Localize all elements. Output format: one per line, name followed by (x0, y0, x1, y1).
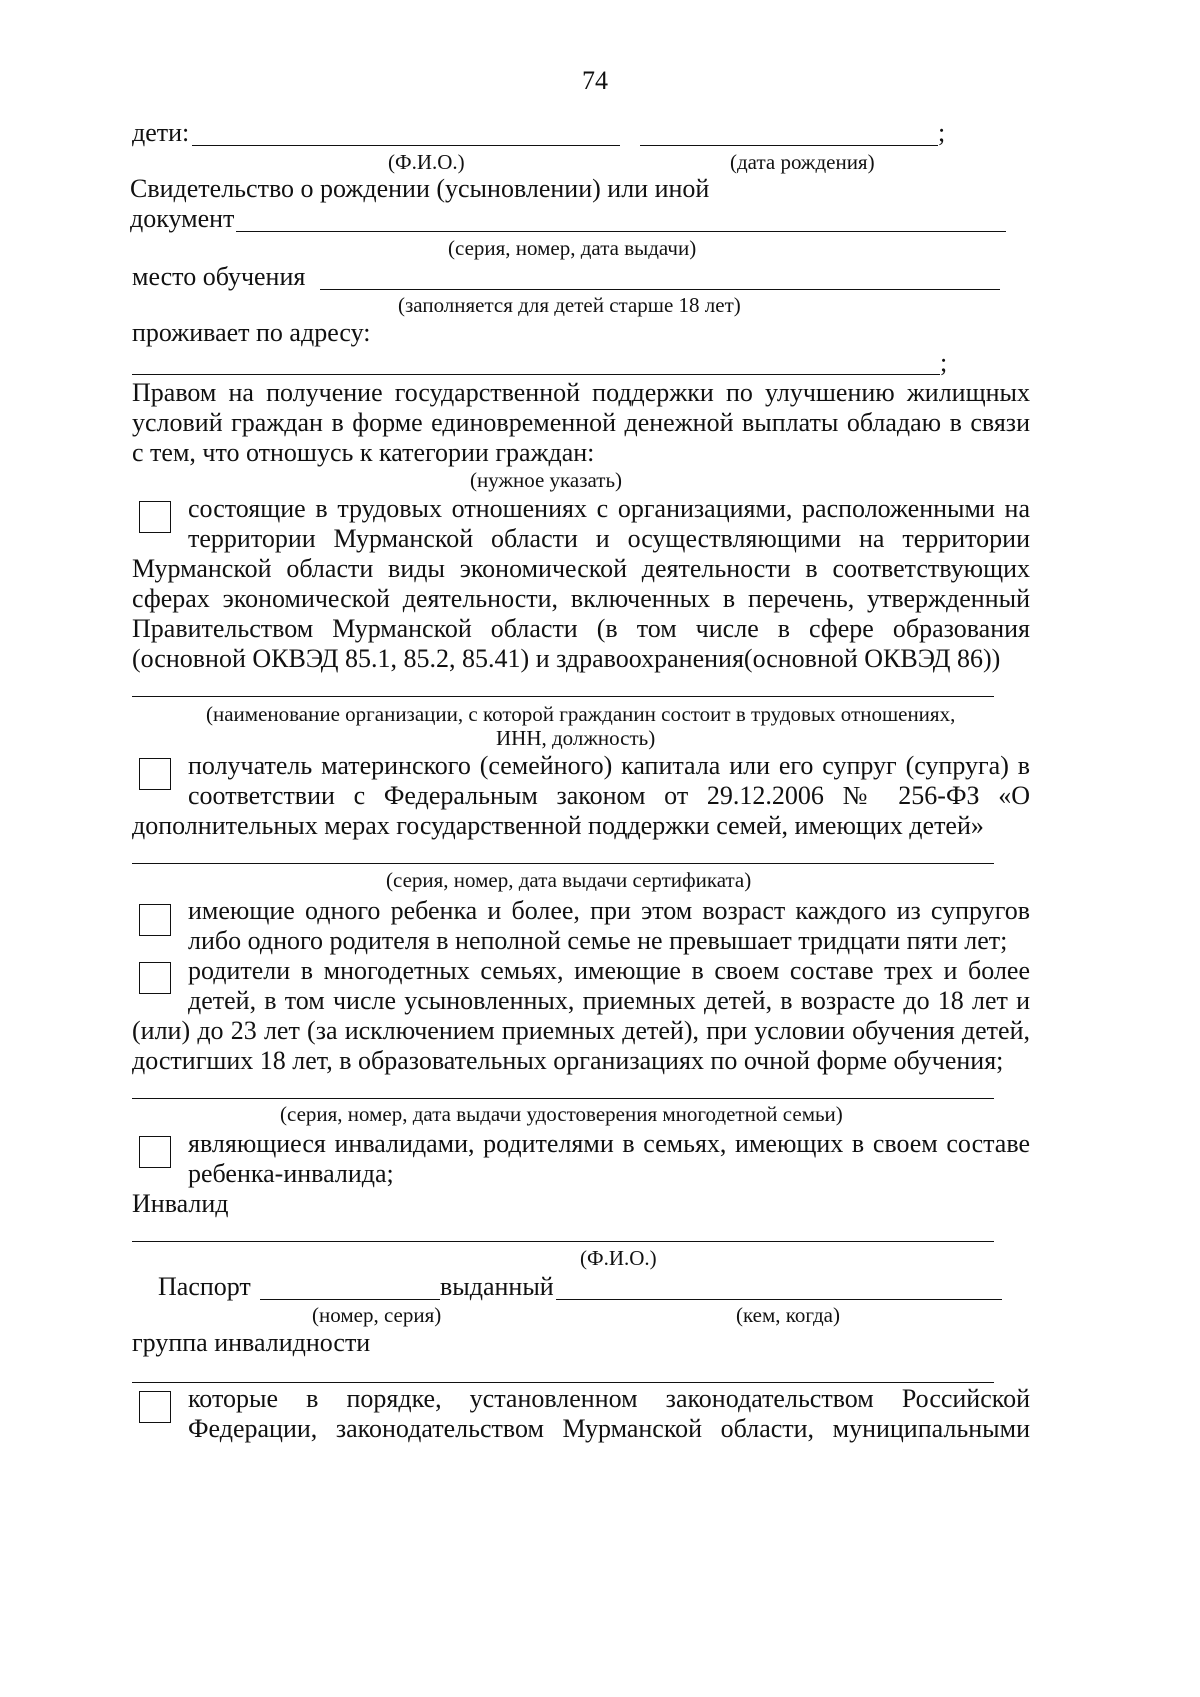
option-housing-need-checkbox[interactable] (139, 1391, 171, 1423)
invalid-label: Инвалид (132, 1189, 229, 1218)
option-maternity-capital-line-2: соответствии с Федеральным законом от 29.12.2006 № 256-ФЗ «О (188, 781, 1030, 810)
passport-number-field[interactable] (260, 1299, 440, 1300)
option-large-family-hint: (серия, номер, дата выдачи удостоверения многодетной семьи) (280, 1102, 843, 1126)
certificate-label: Свидетельство о рождении (усыновлении) или иной (130, 174, 710, 203)
option-young-family-line-1: имеющие одного ребенка и более, при этом возраст каждого из супругов (188, 896, 1030, 925)
option-maternity-capital-line-1: получатель материнского (семейного) капитала или его супруг (супруга) в (188, 751, 1030, 780)
option-housing-need-line-2: Федерации, законодательством Мурманской области, муниципальными (188, 1414, 1030, 1443)
option-employment-hint-2: ИНН, должность) (496, 726, 656, 750)
certificate-hint: (серия, номер, дата выдачи) (448, 236, 697, 260)
disability-group-label: группа инвалидности (132, 1328, 371, 1357)
children-birthdate-field[interactable] (640, 145, 938, 146)
option-large-family-line-1: родители в многодетных семьях, имеющие в своем составе трех и более (188, 956, 1030, 985)
children-fio-hint: (Ф.И.О.) (388, 150, 465, 174)
page-number: 74 (582, 66, 608, 95)
option-maternity-capital-field[interactable] (132, 863, 994, 864)
invalid-fio-hint: (Ф.И.О.) (580, 1246, 657, 1270)
passport-issued-label: выданный (440, 1272, 554, 1301)
option-employment-line-2: территории Мурманской области и осуществляющими на территории (188, 524, 1030, 553)
option-disability-line-1: являющиеся инвалидами, родителями в семьях, имеющих в своем составе (188, 1129, 1030, 1158)
passport-issuer-hint: (кем, когда) (736, 1303, 840, 1327)
certificate-field[interactable] (236, 231, 1006, 232)
passport-number-hint: (номер, серия) (312, 1303, 442, 1327)
option-large-family-line-3: (или) до 23 лет (за исключением приемных детей), при условии обучения детей, (132, 1016, 1030, 1045)
option-employment-line-5: Правительством Мурманской области (в том числе в сфере образования (132, 614, 1030, 643)
children-label: дети: (132, 118, 190, 147)
option-employment-hint-1: (наименование организации, с которой гражданин состоит в трудовых отношениях, (206, 702, 956, 726)
children-fio-field[interactable] (192, 145, 620, 146)
option-young-family-line-2: либо одного родителя в неполной семье не превышает тридцати пяти лет; (188, 926, 1008, 955)
option-large-family-field[interactable] (132, 1098, 994, 1099)
option-disability-checkbox[interactable] (139, 1136, 171, 1168)
option-maternity-capital-checkbox[interactable] (139, 758, 171, 790)
option-maternity-capital-line-3: дополнительных мерах государственной поддержки семей, имеющих детей» (132, 811, 984, 840)
option-employment-line-1: состоящие в трудовых отношениях с организациями, расположенными на (188, 494, 1030, 523)
option-employment-line-4: сферах экономической деятельности, включенных в перечень, утвержденный (132, 584, 1030, 613)
certificate-document-label: документ (130, 204, 235, 233)
study-label: место обучения (132, 262, 306, 291)
option-housing-need-line-1: которые в порядке, установленном законодательством Российской (188, 1384, 1030, 1413)
passport-label: Паспорт (158, 1272, 251, 1301)
disability-group-field[interactable] (132, 1382, 994, 1383)
option-employment-org-field[interactable] (132, 696, 994, 697)
option-young-family-checkbox[interactable] (139, 904, 171, 936)
address-semicolon: ; (940, 348, 948, 377)
option-employment-line-3: Мурманской области виды экономической деятельности в соответствующих (132, 554, 1030, 583)
option-large-family-line-2: детей, в том числе усыновленных, приемных детей, в возрасте до 18 лет и (188, 986, 1030, 1015)
intro-line-3: с тем, что отношусь к категории граждан: (132, 438, 595, 467)
intro-hint: (нужное указать) (470, 468, 623, 492)
option-employment-line-6: (основной ОКВЭД 85.1, 85.2, 85.41) и здравоохранения(основной ОКВЭД 86)) (132, 644, 1001, 673)
intro-line-2: условий граждан в форме единовременной денежной выплаты обладаю в связи (132, 408, 1030, 437)
study-hint: (заполняется для детей старше 18 лет) (398, 293, 741, 317)
option-maternity-capital-hint: (серия, номер, дата выдачи сертификата) (386, 868, 752, 892)
option-employment-checkbox[interactable] (139, 501, 171, 533)
study-field[interactable] (320, 289, 1000, 290)
intro-line-1: Правом на получение государственной поддержки по улучшению жилищных (132, 378, 1030, 407)
option-large-family-line-4: достигших 18 лет, в образовательных организациях по очной форме обучения; (132, 1046, 1004, 1075)
invalid-fio-field[interactable] (132, 1241, 994, 1242)
children-birthdate-hint: (дата рождения) (730, 150, 875, 174)
option-large-family-checkbox[interactable] (139, 962, 171, 994)
children-semicolon: ; (938, 118, 946, 147)
option-disability-line-2: ребенка-инвалида; (188, 1159, 394, 1188)
passport-issuer-field[interactable] (556, 1299, 1002, 1300)
address-label: проживает по адресу: (132, 318, 371, 347)
address-field[interactable] (132, 374, 940, 375)
